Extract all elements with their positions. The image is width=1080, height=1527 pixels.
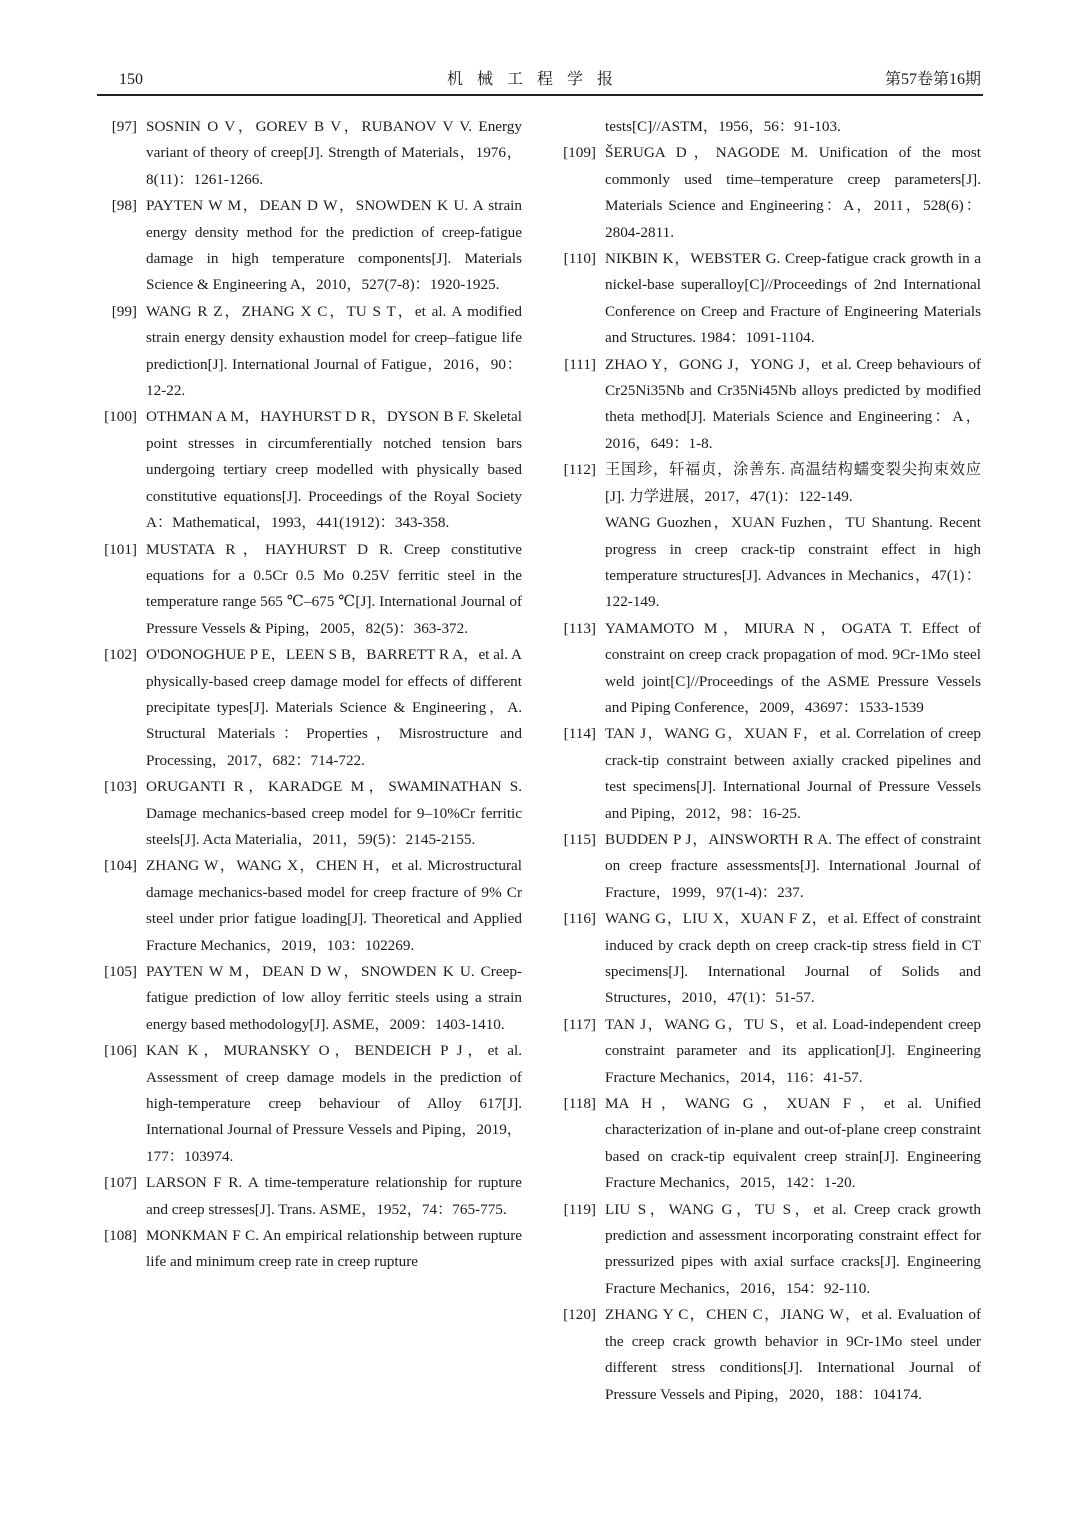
reference-entry: [97, 1170, 522, 1223]
reference-text: YAMAMOTO M，MIURA N，OGATA T. Effect of constraint on creep crack propagation of mod. 9Cr-1Mo steel weld joint[C]//Proceedings of the ASME Pressure Vessels and Piping Conference，2009，43697：1533-1539: [605, 619, 981, 716]
issue-label: 第57卷第16期: [884, 71, 981, 88]
reference-text: PAYTEN W M，DEAN D W，SNOWDEN K U. A strain energy density method for the prediction of creep-fatigue damage in high temperature components[J]. Materials Science & Engineering A，2010，527(7-8)：1920-1925.: [146, 197, 522, 294]
reference-entry: [556, 1302, 981, 1408]
page-number: 150: [119, 71, 143, 88]
reference-text: LARSON F R. A time-temperature relationship for rupture and creep stresses[J]. Trans. ASME，1952，74：765-775.: [146, 1174, 522, 1218]
reference-text: LIU S，WANG G，TU S，et al. Creep crack growth prediction and assessment incorporating constraint effect for pressurized pipes with axial surface cracks[J]. Engineering Fracture Mechanics，2016，154：92-110.: [605, 1200, 981, 1297]
reference-text: TAN J，WANG G，XUAN F，et al. Correlation of creep crack-tip constraint between axially cracked pipelines and test specimens[J]. International Journal of Pressure Vessels and Piping，2012，98：16-25.: [605, 725, 981, 822]
reference-text: BUDDEN P J，AINSWORTH R A. The effect of constraint on creep fracture assessments[J]. International Journal of Fracture，1999，97(1-4)：237.: [605, 830, 981, 901]
references-right-column: [556, 114, 981, 1408]
reference-text: PAYTEN W M，DEAN D W，SNOWDEN K U. Creep-fatigue prediction of low alloy ferritic steels using a strain energy based methodology[J]. ASME，2009：1403-1410.: [146, 963, 522, 1033]
reference-number: [109]: [563, 144, 596, 162]
reference-number: [101]: [104, 540, 137, 558]
reference-entry: [556, 1012, 981, 1091]
reference-number: [114]: [563, 725, 596, 743]
reference-number: [103]: [104, 778, 137, 796]
reference-number: [112]: [563, 461, 596, 479]
reference-number: [119]: [563, 1200, 596, 1218]
reference-entry: [556, 721, 981, 827]
reference-entry: [556, 906, 981, 1012]
reference-text: WANG G，LIU X，XUAN F Z，et al. Effect of constraint induced by crack depth on creep crack-tip stress field in CT specimens[J]. International Journal of Solids and Structures，2010，47(1)：51-57.: [605, 910, 981, 1007]
reference-entry-continued: [556, 114, 981, 140]
reference-entry: [97, 299, 522, 405]
reference-entry: [97, 642, 522, 774]
reference-entry: [97, 853, 522, 959]
reference-entry: [556, 140, 981, 246]
reference-text: ORUGANTI R，KARADGE M，SWAMINATHAN S. Damage mechanics-based creep model for 9–10%Cr ferritic steels[J]. Acta Materialia，2011，59(5)：2145-2155.: [146, 778, 522, 848]
reference-text: WANG R Z，ZHANG X C，TU S T，et al. A modified strain energy density exhaustion model for creep–fatigue life prediction[J]. International Journal of Fatigue，2016，90：12-22.: [146, 302, 522, 400]
reference-text: NIKBIN K，WEBSTER G. Creep-fatigue crack growth in a nickel-base superalloy[C]//Proceedings of 2nd International Conference on Creep and Fracture of Engineering Materials and Structures. 1984：1091-1104.: [605, 250, 981, 347]
reference-entry: [556, 457, 981, 615]
reference-text: ŠERUGA D，NAGODE M. Unification of the most commonly used time–temperature creep parameters[J]. Materials Science and Engineering：A，2011，528(6)：2804-2811.: [605, 144, 981, 241]
reference-entry: [556, 827, 981, 906]
reference-text: MA H，WANG G，XUAN F，et al. Unified characterization of in-plane and out-of-plane creep constraint based on crack-tip equivalent creep strain[J]. Engineering Fracture Mechanics，2015，142：1-20.: [605, 1095, 981, 1192]
reference-text-chinese: 王国珍，轩福贞，涂善东. 高温结构蠕变裂尖拘束效应[J]. 力学进展，2017，47(1)：122-149.: [605, 461, 981, 505]
reference-entry: [97, 404, 522, 536]
reference-number: [120]: [563, 1306, 596, 1324]
reference-number: [116]: [563, 910, 596, 928]
reference-entry: [97, 114, 522, 193]
reference-entry: [97, 1038, 522, 1170]
reference-number: [98]: [111, 197, 137, 215]
reference-text-english: WANG Guozhen，XUAN Fuzhen，TU Shantung. Recent progress in creep crack-tip constraint effect in high temperature structures[J]. Advances in Mechanics，47(1)：122-149.: [605, 514, 981, 611]
reference-entry: [97, 537, 522, 643]
reference-number: [107]: [104, 1174, 137, 1192]
reference-number: [113]: [563, 619, 596, 637]
page-header: [97, 68, 983, 96]
reference-entry: [97, 193, 522, 299]
reference-entry: [97, 959, 522, 1038]
reference-number: [97]: [111, 118, 137, 135]
reference-number: [117]: [563, 1015, 596, 1033]
reference-text: OTHMAN A M，HAYHURST D R，DYSON B F. Skeletal point stresses in circumferentially notched tension bars undergoing tertiary creep modelled with physically based constitutive equations[J]. Proceedings of the Royal Society A：Mathematical，1993，441(1912)：343-358.: [146, 408, 522, 532]
reference-entry: [556, 1197, 981, 1303]
reference-text: SOSNIN O V，GOREV B V，RUBANOV V V. Energy variant of theory of creep[J]. Strength of Materials，1976，8(11)：1261-1266.: [146, 118, 522, 188]
reference-entry: [97, 1223, 522, 1276]
reference-text: ZHANG W，WANG X，CHEN H，et al. Microstructural damage mechanics-based model for creep fracture of 9% Cr steel under prior fatigue loading[J]. Theoretical and Applied Fracture Mechanics，2019，103：102269.: [146, 857, 522, 954]
reference-number: [99]: [111, 302, 137, 320]
reference-number: [102]: [104, 646, 137, 664]
reference-text: MUSTATA R，HAYHURST D R. Creep constitutive equations for a 0.5Cr 0.5 Mo 0.25V ferritic steel in the temperature range 565 ℃–675 ℃[J]. International Journal of Pressure Vessels & Piping，2005，82(5)：363-372.: [146, 540, 522, 637]
reference-text: tests[C]//ASTM，1956，56：91-103.: [605, 118, 841, 135]
reference-entry: [556, 1091, 981, 1197]
reference-text: KAN K，MURANSKY O，BENDEICH P J，et al. Assessment of creep damage models in the prediction of high-temperature creep behaviour of Alloy 617[J]. International Journal of Pressure Vessels and Piping，2019，177：103974.: [146, 1042, 522, 1165]
reference-entry: [556, 616, 981, 722]
reference-number: [115]: [563, 830, 596, 848]
reference-number: [104]: [104, 857, 137, 875]
reference-entry: [97, 774, 522, 853]
journal-title: 机械工程学报: [447, 71, 628, 88]
reference-number: [105]: [104, 963, 137, 980]
reference-number: [106]: [104, 1042, 137, 1060]
reference-number: [118]: [563, 1095, 596, 1113]
references-left-column: [97, 114, 522, 1276]
reference-text: MONKMAN F C. An empirical relationship between rupture life and minimum creep rate in creep rupture: [146, 1227, 522, 1271]
reference-entry: [556, 352, 981, 458]
reference-text: ZHAO Y，GONG J，YONG J，et al. Creep behaviours of Cr25Ni35Nb and Cr35Ni45Nb alloys predicted by modified theta method[J]. Materials Science and Engineering：A，2016，649：1-8.: [605, 355, 981, 452]
reference-entry: [556, 246, 981, 352]
reference-number: [111]: [564, 355, 596, 373]
reference-number: [100]: [104, 408, 137, 426]
reference-text: O'DONOGHUE P E，LEEN S B，BARRETT R A，et al. A physically-based creep damage model for effects of different precipitate types[J]. Materials Science & Engineering，A. Structural Materials：Properties，Misrostructure and Processing，2017，682：714-722.: [146, 646, 522, 769]
reference-number: [110]: [563, 250, 596, 268]
reference-text: TAN J，WANG G，TU S，et al. Load-independent creep constraint parameter and its application[J]. Engineering Fracture Mechanics，2014，116：41-57.: [605, 1015, 981, 1086]
reference-text: ZHANG Y C，CHEN C，JIANG W，et al. Evaluation of the creep crack growth behavior in 9Cr-1Mo steel under different stress conditions[J]. International Journal of Pressure Vessels and Piping，2020，188：104174.: [605, 1306, 981, 1403]
reference-number: [108]: [104, 1227, 137, 1245]
